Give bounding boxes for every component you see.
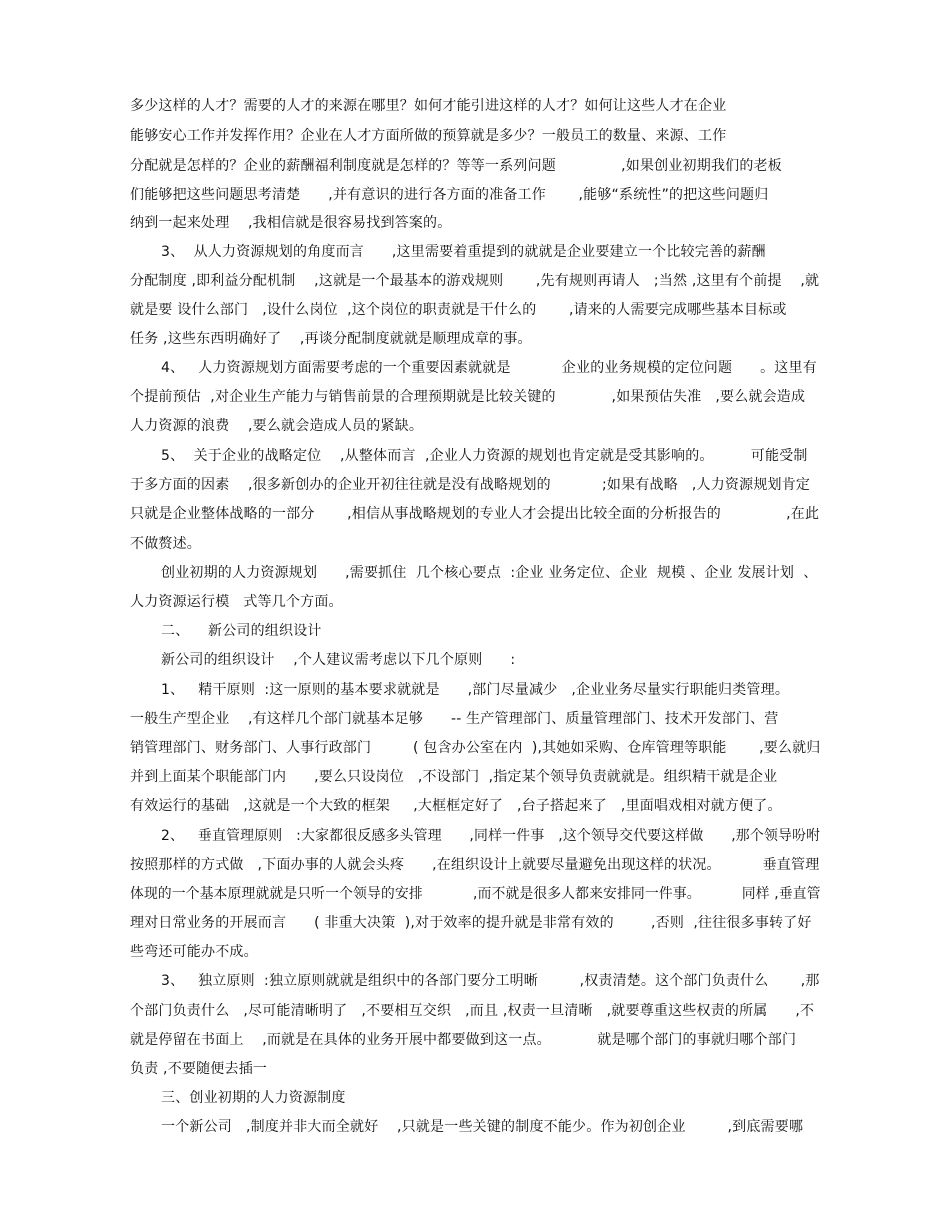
text-line: 4、 人力资源规划方面需要考虑的一个重要因素就就是 企业的业务规模的定位问题 。这里有 [161,360,817,376]
text-line: 分配制度 ,即利益分配机制 ,这就是一个最基本的游戏规则 ,先有规则再请人 ;当然 ,这里有个前提 ,就 [130,273,820,289]
section-heading: 三、创业初期的人力资源制度 [161,1090,346,1106]
text-line: 人力资源的浪费 ,要么就会造成人员的紧缺。 [130,418,424,434]
text-line: 有效运行的基础 ,这就是一个大致的框架 ,大框框定好了 ,台子搭起来了 ,里面唱戏相对就方便了。 [130,798,782,814]
text-line: 多少这样的人才？需要的人才的来源在哪里？如何才能引进这样的人才？如何让这些人才在企业 [130,98,727,114]
text-line: 负责 ,不要随便去插一 [130,1061,268,1077]
text-line: 3、 独立原则 :独立原则就就是组织中的各部门要分工明晰 ,权责清楚。这个部门负责什么 ,那 [161,973,820,989]
text-line: 们能够把这些问题思考清楚 ,并有意识的进行各方面的准备工作 ,能够“系统性”的把这些问题归 [130,187,769,203]
text-line: 销管理部门、财务部门、人事行政部门 ( 包含办公室在内 ),其她如采购、仓库管理等职能 ,要么就归 [130,740,821,756]
text-line: 按照那样的方式做 ,下面办事的人就会头疼 ,在组织设计上就要尽量避免出现这样的状况。 垂直管理 [130,857,820,873]
text-line: 就是停留在书面上 ,而就是在具体的业务开展中都要做到这一点。 就是哪个部门的事就归哪个部门 [130,1032,797,1048]
text-line: 1、 精干原则 :这一原则的基本要求就就是 ,部门尽量减少 ,企业业务尽量实行职能归类管理。 [161,682,790,698]
text-line: 体现的一个基本原理就就是只听一个领导的安排 ,而不就是很多人都来安排同一件事。 同样 ,垂直管 [130,886,821,902]
text-line: 个提前预估 ,对企业生产能力与销售前景的合理预期就是比较关键的 ,如果预估失准 ,要么就会造成 [130,389,806,405]
text-line: 5、 关于企业的战略定位 ,从整体而言 ,企业人力资源的规划也肯定就是受其影响的。 可能受制 [161,448,808,464]
text-line: 分配就是怎样的？企业的薪酬福利制度就是怎样的？等等一系列问题 ,如果创业初期我们的老板 [130,158,782,174]
text-line: 创业初期的人力资源规划 ,需要抓住 几个核心要点 :企业 业务定位、企业 规模 、企业 发展计划 、 [161,565,818,581]
text-line: 3、 从人力资源规划的角度而言 ,这里需要着重提到的就就是企业要建立一个比较完善的薪酬 [161,244,766,260]
text-line: 一般生产型企业 ,有这样几个部门就基本足够 -- 生产管理部门、质量管理部门、技术开发部门、营 [130,711,779,727]
text-line: 新公司的组织设计 ,个人建议需考虑以下几个原则 : [161,652,516,668]
text-line: 理对日常业务的开展而言 ( 非重大决策 ),对于效率的提升就是非常有效的 ,否则 ,往往很多事转了好 [130,915,812,931]
text-line: 人力资源运行模 式等几个方面。 [130,594,343,610]
text-line: 就是要 设什么部门 ,设什么岗位 ,这个岗位的职责就是干什么的 ,请来的人需要完成哪些基本目标或 [130,302,787,318]
text-line: 个部门负责什么 ,尽可能清晰明了 ,不要相互交织 ,而且 ,权责一旦清晰 ,就要尊重这些权责的所属 ,不 [130,1003,815,1019]
text-line: 些弯还可能办不成。 [130,944,258,960]
text-line: 只就是企业整体战略的一部分 ,相信从事战略规划的专业人才会提出比较全面的分析报告的 ,在此 [130,506,820,522]
text-line: 纳到一起来处理 ,我相信就是很容易找到答案的。 [130,215,452,231]
text-line: 并到上面某个职能部门内 ,要么只设岗位 ,不设部门 ,指定某个领导负责就就是。组织精干就是企业 [130,769,778,785]
text-line: 2、 垂直管理原则 :大家都很反感多头管理 ,同样一件事 ,这个领导交代要这样做 ,那个领导吩咐 [161,828,821,844]
text-line: 任务 ,这些东西明确好了 ,再谈分配制度就就是顺理成章的事。 [130,331,532,347]
text-line: 于多方面的因素 ,很多新创办的企业开初往往就是没有战略规划的 ;如果有战略 ,人力资源规划肯定 [130,477,811,493]
text-line: 一个新公司 ,制度并非大而全就好 ,只就是一些关键的制度不能少。作为初创企业 ,到底需要哪 [161,1119,804,1135]
text-line: 不做赘述。 [130,536,201,552]
text-line: 能够安心工作并发挥作用？企业在人才方面所做的预算就是多少？一般员工的数量、来源、工作 [130,128,727,144]
section-heading: 二、 新公司的组织设计 [161,623,322,639]
